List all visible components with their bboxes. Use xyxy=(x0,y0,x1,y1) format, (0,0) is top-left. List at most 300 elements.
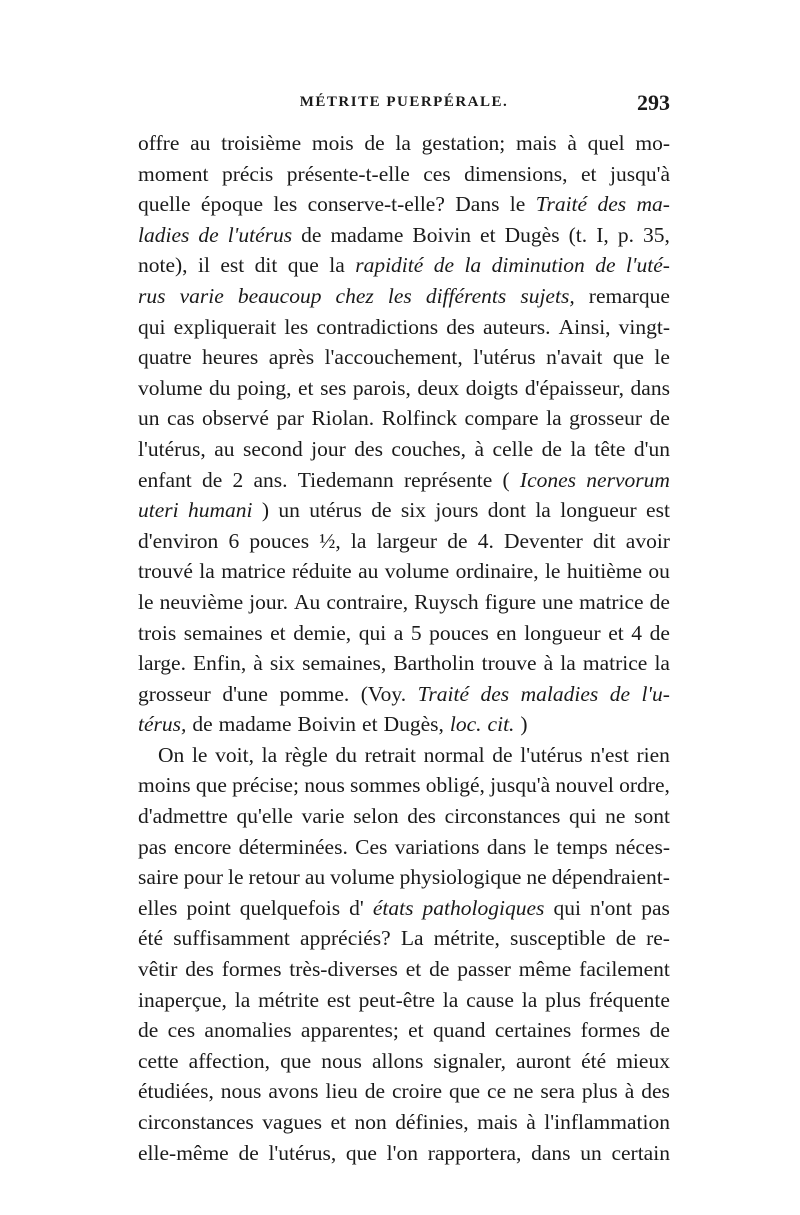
italic-word: de xyxy=(433,253,455,278)
word: des xyxy=(185,957,214,982)
word: été xyxy=(581,1048,607,1073)
text-line xyxy=(138,403,670,434)
text-line xyxy=(138,1046,670,1077)
word: cette xyxy=(138,1048,179,1073)
word: deux xyxy=(417,375,460,400)
word: ) xyxy=(261,498,270,523)
word: à xyxy=(543,651,554,676)
word: cas xyxy=(167,406,195,431)
word: (t. xyxy=(568,222,588,247)
word: cause xyxy=(466,987,514,1012)
word: la xyxy=(261,742,278,767)
word: vêtir xyxy=(138,957,178,982)
word: certaines xyxy=(494,1018,572,1043)
word: au xyxy=(214,436,235,461)
word: 4. xyxy=(477,528,494,553)
word: offre xyxy=(138,131,180,155)
italic-word: ladies xyxy=(138,222,190,247)
word: dépendraient- xyxy=(551,865,670,890)
word: ne xyxy=(605,804,626,829)
word: matrice xyxy=(221,559,286,584)
text-line xyxy=(138,587,670,618)
word: couches, xyxy=(391,436,467,461)
word: celle xyxy=(492,436,534,461)
word: la xyxy=(329,253,345,278)
word: Boivin xyxy=(297,712,357,737)
word: la xyxy=(570,436,586,461)
word: de xyxy=(649,589,670,614)
word: même xyxy=(518,957,572,982)
word: à xyxy=(567,131,577,155)
body-text xyxy=(138,128,670,1168)
word: apparentes; xyxy=(300,1018,399,1043)
word: neuvième xyxy=(159,589,244,614)
word: six xyxy=(269,651,295,676)
text-line xyxy=(138,985,670,1016)
word: quand xyxy=(433,1018,486,1043)
word: nouvel xyxy=(555,773,614,798)
word: auteurs. xyxy=(483,314,551,339)
word: enfant xyxy=(138,467,192,492)
italic-word: les xyxy=(387,283,412,308)
word: (Voy. xyxy=(360,681,407,706)
word: Deventer xyxy=(503,528,583,553)
word: longueur xyxy=(560,498,637,523)
italic-word: maladies xyxy=(520,681,599,706)
word: définies, xyxy=(395,1110,469,1134)
word: d'admettre xyxy=(138,804,228,829)
word: jusqu'à xyxy=(490,773,551,798)
word: de xyxy=(192,712,213,737)
word: ordre, xyxy=(619,773,670,798)
word: croire xyxy=(391,1079,443,1104)
word: formes xyxy=(221,957,282,982)
word: troisième xyxy=(221,131,302,155)
word: rien xyxy=(636,742,670,767)
text-line xyxy=(138,770,670,801)
word: en xyxy=(496,620,517,645)
text-line xyxy=(138,189,670,220)
word: observé xyxy=(202,406,269,431)
word: le xyxy=(138,589,154,614)
word: qui xyxy=(358,620,387,645)
word: Au xyxy=(294,589,321,614)
word: de xyxy=(649,620,670,645)
italic-word: uteri xyxy=(138,498,179,523)
italic-word: térus, xyxy=(138,712,187,737)
word: trois xyxy=(138,620,177,645)
word: poing, xyxy=(237,375,292,400)
italic-word: des xyxy=(597,192,627,217)
italic-word: Traité xyxy=(417,681,470,706)
word: ou xyxy=(648,559,670,584)
word: l'inflammation xyxy=(544,1110,670,1134)
word: I, xyxy=(596,222,609,247)
word: longueur xyxy=(524,620,601,645)
word: à xyxy=(253,651,263,676)
word: dit xyxy=(592,528,616,553)
word: madame xyxy=(218,712,292,737)
word: 35, xyxy=(643,222,670,247)
word: au xyxy=(358,559,379,584)
word: lieu xyxy=(325,1079,358,1104)
word: l'on xyxy=(386,1140,419,1165)
word: vagues xyxy=(262,1110,322,1134)
word: utérus xyxy=(309,498,362,523)
word: dans xyxy=(531,1140,571,1165)
word: au xyxy=(190,131,211,155)
word: Dugès, xyxy=(383,712,444,737)
text-line xyxy=(138,159,670,190)
italic-word: varie xyxy=(179,283,224,308)
text-line xyxy=(138,1107,670,1138)
word: époque xyxy=(200,192,263,217)
word: mais xyxy=(477,1110,518,1134)
word: que xyxy=(287,253,319,278)
word: ) xyxy=(520,712,528,737)
word: remarque xyxy=(588,283,670,308)
word: qui xyxy=(138,314,166,339)
word: d'une xyxy=(222,681,268,706)
word: Dugès xyxy=(504,222,560,247)
italic-word: Traité xyxy=(535,192,588,217)
word: de xyxy=(238,1140,259,1165)
word: 2 xyxy=(232,467,244,492)
word: et xyxy=(405,957,422,982)
word: néces- xyxy=(615,834,670,859)
text-line xyxy=(138,862,670,893)
word: re- xyxy=(646,926,670,951)
text-line xyxy=(138,526,670,557)
word: note), xyxy=(138,253,188,278)
text-line xyxy=(138,801,670,832)
word: sera xyxy=(540,1079,575,1104)
word: jour xyxy=(311,436,346,461)
word: allons xyxy=(371,1048,424,1073)
word: un xyxy=(278,498,300,523)
word: auront xyxy=(516,1048,571,1073)
word: avons xyxy=(268,1079,319,1104)
word: pomme. xyxy=(279,681,350,706)
word: suffisamment xyxy=(173,926,290,951)
word: contraire, xyxy=(326,589,409,614)
word: le xyxy=(544,559,561,584)
word: appréciés? xyxy=(299,926,391,951)
word: n'ont xyxy=(590,895,633,920)
word: d'environ xyxy=(138,528,219,553)
word: la xyxy=(199,559,215,584)
word: semaines xyxy=(183,620,263,645)
word: grosseur xyxy=(569,406,643,431)
word: et xyxy=(608,620,624,645)
word: encore xyxy=(173,834,232,859)
word: qu'elle xyxy=(236,804,293,829)
word: point xyxy=(186,895,231,920)
word: de xyxy=(649,406,670,431)
word: de xyxy=(138,1018,159,1043)
word: et xyxy=(580,161,597,186)
word: mieux xyxy=(616,1048,670,1073)
text-line xyxy=(138,281,670,312)
word: et xyxy=(480,222,496,247)
italic-word: états xyxy=(372,895,414,920)
word: sommes xyxy=(350,773,421,798)
word: circonstances xyxy=(444,804,561,829)
word: mo- xyxy=(635,131,670,155)
text-line xyxy=(138,250,670,281)
word: ces xyxy=(423,161,451,186)
word: été xyxy=(138,926,164,951)
italic-word: Icones xyxy=(519,467,577,492)
word: à xyxy=(624,1079,635,1104)
word: au xyxy=(304,865,326,890)
word: normal xyxy=(423,742,485,767)
word: la xyxy=(654,651,670,676)
word: semaines, xyxy=(302,651,387,676)
word: temps xyxy=(556,834,608,859)
word: 4 xyxy=(631,620,643,645)
word: des xyxy=(446,314,475,339)
word: compare xyxy=(464,406,539,431)
word: la xyxy=(442,987,459,1012)
word: le xyxy=(227,865,244,890)
word: moins xyxy=(138,773,191,798)
text-line xyxy=(138,648,670,679)
word: très-diverses xyxy=(289,957,398,982)
word: ses xyxy=(320,375,347,400)
word: Enfin, xyxy=(193,651,247,676)
word: volume xyxy=(138,375,203,400)
text-line xyxy=(138,1138,670,1169)
word: volume xyxy=(384,559,450,584)
italic-word: l'u- xyxy=(641,681,670,706)
word: jours xyxy=(435,498,479,523)
word: qui xyxy=(553,895,581,920)
word: mais xyxy=(516,131,557,155)
word: est xyxy=(220,253,245,278)
italic-word: cit. xyxy=(487,712,515,737)
word: formes xyxy=(580,1018,641,1043)
word: métrite, xyxy=(433,926,500,951)
word: d'un xyxy=(633,436,670,461)
word: dans xyxy=(486,834,527,859)
word: Ainsi, xyxy=(558,314,611,339)
word: nous xyxy=(321,1048,362,1073)
word: la xyxy=(234,987,251,1012)
word: à xyxy=(474,436,485,461)
word: elles xyxy=(138,895,178,920)
word: l'utérus, xyxy=(268,1140,337,1165)
word: 5 xyxy=(410,620,422,645)
running-title: MÉTRITE PUERPÉRALE. xyxy=(299,94,509,110)
text-line xyxy=(138,495,670,526)
word: circonstances xyxy=(138,1110,254,1134)
text-line xyxy=(138,312,670,343)
word: réduite xyxy=(292,559,352,584)
italic-word: de xyxy=(609,681,630,706)
text-line xyxy=(138,434,670,465)
word: moment xyxy=(138,161,209,186)
word: de xyxy=(649,1018,670,1043)
text-line xyxy=(138,679,670,710)
word: tête xyxy=(594,436,626,461)
word: signaler, xyxy=(433,1048,506,1073)
word: passer xyxy=(457,957,511,982)
word: a xyxy=(393,620,404,645)
word: du xyxy=(209,375,231,400)
word: par xyxy=(276,406,304,431)
word: l'utérus, xyxy=(138,436,206,461)
word: le xyxy=(191,742,208,767)
word: pouces xyxy=(249,528,310,553)
word: des xyxy=(407,804,436,829)
text-line xyxy=(138,1015,670,1046)
word: susceptible xyxy=(510,926,606,951)
word: les xyxy=(284,314,309,339)
word: pas xyxy=(641,895,670,920)
word: Dans xyxy=(455,192,500,217)
italic-word: l'uté- xyxy=(625,253,670,278)
italic-word: de xyxy=(198,222,219,247)
word: Ruysch xyxy=(414,589,479,614)
word: anomalies xyxy=(204,1018,292,1043)
word: présente-t-elle xyxy=(286,161,410,186)
word: plus xyxy=(581,1079,618,1104)
text-line xyxy=(138,373,670,404)
word: de xyxy=(201,467,223,492)
italic-word: ma- xyxy=(636,192,670,217)
word: quel xyxy=(587,131,625,155)
word: métrite xyxy=(258,987,320,1012)
text-line xyxy=(138,618,670,649)
word: ( xyxy=(502,467,510,492)
text-line xyxy=(138,709,670,740)
word: saire xyxy=(138,865,179,890)
word: ces xyxy=(167,1018,196,1043)
italic-word: l'utérus xyxy=(227,222,293,247)
word: Ces xyxy=(355,834,388,859)
word: du xyxy=(335,742,357,767)
word: inaperçue, xyxy=(138,987,227,1012)
italic-word: la xyxy=(464,253,482,278)
text-line xyxy=(138,556,670,587)
text-line xyxy=(138,220,670,251)
word: de xyxy=(492,742,513,767)
word: trouvé xyxy=(138,559,193,584)
word: et xyxy=(298,375,314,400)
word: un xyxy=(580,1140,602,1165)
word: matrice xyxy=(582,651,648,676)
word: nous xyxy=(304,773,345,798)
word: il xyxy=(197,253,210,278)
word: 6 xyxy=(228,528,240,553)
word: et xyxy=(362,712,378,737)
word: étudiées, xyxy=(138,1079,214,1104)
word: le xyxy=(509,192,526,217)
word: trouve xyxy=(481,651,537,676)
word: conserve-t-elle? xyxy=(307,192,445,217)
word: physiologique xyxy=(399,865,522,890)
text-line xyxy=(138,740,670,771)
text-line xyxy=(138,128,670,159)
page-number: 293 xyxy=(637,90,670,115)
word: nous xyxy=(220,1079,262,1104)
text-line xyxy=(138,465,670,496)
word: expliquerait xyxy=(173,314,277,339)
word: La xyxy=(400,926,424,951)
italic-word: pathologiques xyxy=(422,895,545,920)
word: pour xyxy=(183,865,223,890)
word: varie xyxy=(301,804,345,829)
word: que xyxy=(612,345,644,370)
italic-word: nervorum xyxy=(586,467,670,492)
word: de xyxy=(301,222,322,247)
word: affection, xyxy=(188,1048,271,1073)
word: retour xyxy=(248,865,300,890)
word: et xyxy=(330,1110,347,1134)
italic-word: beaucoup xyxy=(237,283,322,308)
word: un xyxy=(138,406,160,431)
word: la xyxy=(350,528,367,553)
word: la xyxy=(546,406,562,431)
word: ne xyxy=(513,1079,534,1104)
word: que xyxy=(280,1048,312,1073)
word: à xyxy=(526,1110,536,1134)
italic-word: humani xyxy=(187,498,253,523)
text-line xyxy=(138,893,670,924)
word: huitième xyxy=(566,559,643,584)
word: de xyxy=(541,436,562,461)
word: vingt- xyxy=(618,314,670,339)
word: dit xyxy=(254,253,278,278)
word: une xyxy=(542,589,574,614)
word: que xyxy=(195,773,227,798)
word: On xyxy=(158,742,185,767)
word: voit, xyxy=(215,742,254,767)
word: obligé, xyxy=(425,773,485,798)
text-line xyxy=(138,342,670,373)
word: précis xyxy=(221,161,274,186)
word: avoir xyxy=(625,528,670,553)
word: jusqu'à xyxy=(609,161,670,186)
word: des xyxy=(641,1079,670,1104)
word: de xyxy=(615,926,636,951)
italic-word: différents xyxy=(425,283,507,308)
word: non xyxy=(354,1110,387,1134)
word: est xyxy=(326,987,351,1012)
word: l'accouchement, xyxy=(324,345,463,370)
word: pas xyxy=(138,834,167,859)
word: Rolfinck xyxy=(381,406,457,431)
word: jour. xyxy=(249,589,288,614)
word: des xyxy=(354,436,383,461)
word: Riolan. xyxy=(311,406,375,431)
word: largeur xyxy=(376,528,438,553)
word: certain xyxy=(611,1140,670,1165)
text-line xyxy=(138,832,670,863)
word: que xyxy=(449,1079,481,1104)
word: d'épaisseur, xyxy=(524,375,624,400)
word: second xyxy=(243,436,303,461)
word: heures xyxy=(202,345,259,370)
italic-word: chez xyxy=(335,283,374,308)
word: n'est xyxy=(590,742,629,767)
word: volume xyxy=(330,865,395,890)
word: parois, xyxy=(352,375,411,400)
word: qui xyxy=(569,804,597,829)
word: six xyxy=(400,498,426,523)
italic-word: loc. xyxy=(449,712,482,737)
